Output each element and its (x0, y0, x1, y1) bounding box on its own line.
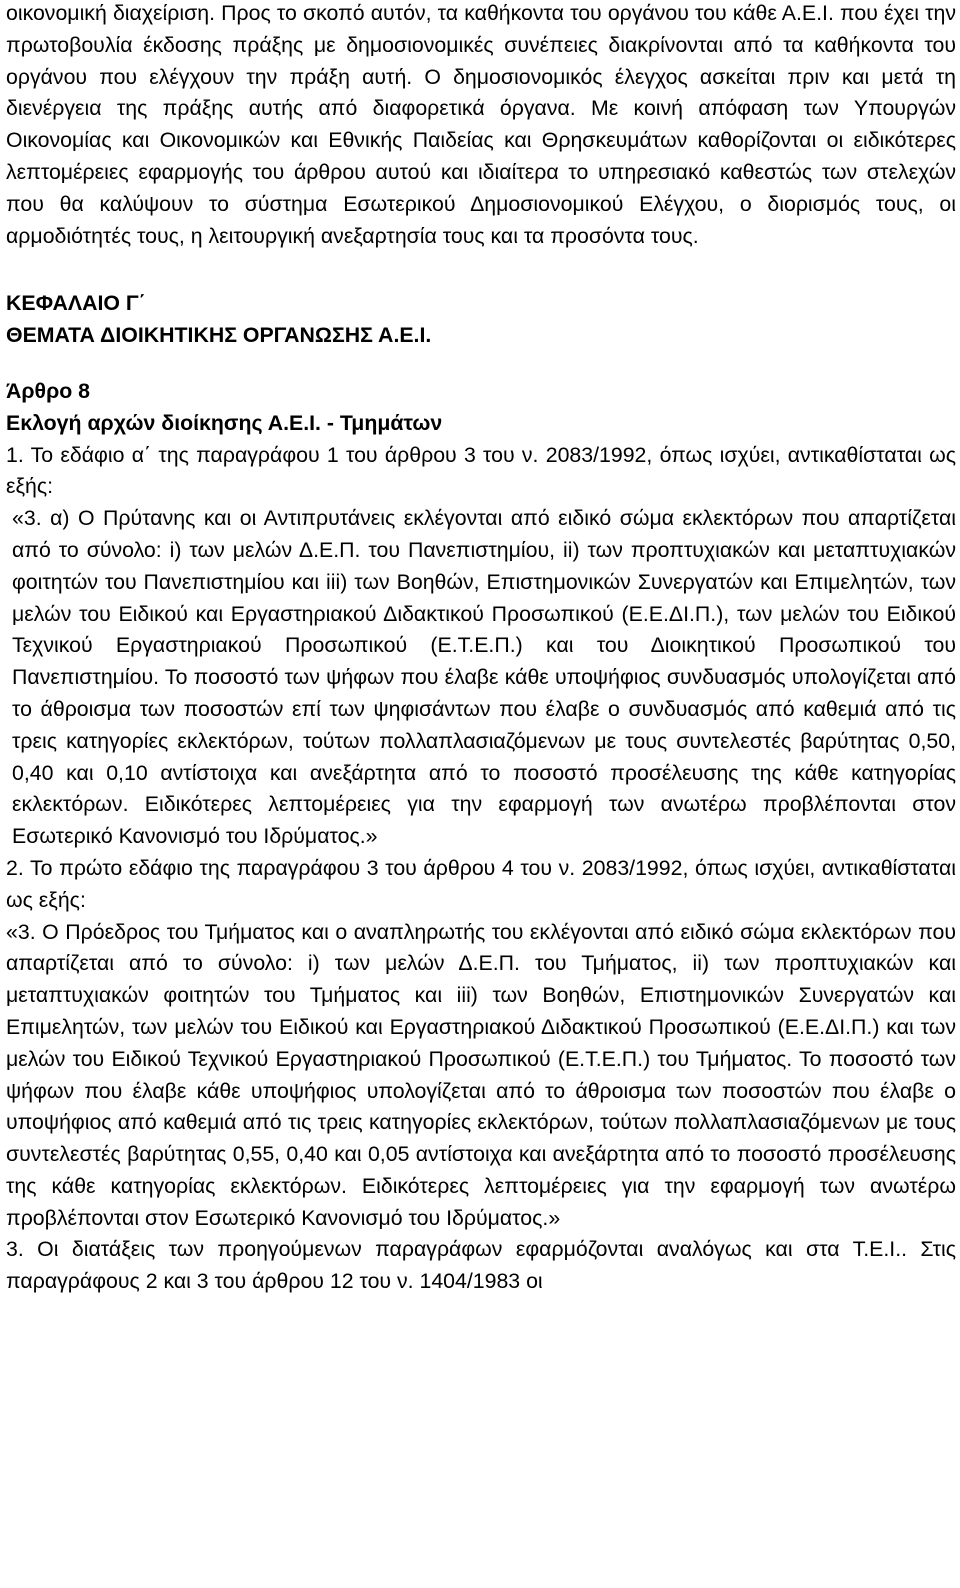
chapter-title: ΘΕΜΑΤΑ ΔΙΟΙΚΗΤΙΚΗΣ ΟΡΓΑΝΩΣΗΣ Α.Ε.Ι. (6, 323, 432, 348)
article-label: Άρθρο 8 (6, 378, 91, 403)
item-1-intro: 1. Το εδάφιο α΄ της παραγράφου 1 του άρθρου 3 του ν. 2083/1992, όπως ισχύει, αντικαθίσταται ως εξής: (6, 442, 956, 499)
intro-paragraph: οικονομική διαχείριση. Προς το σκοπό αυτόν, τα καθήκοντα του οργάνου του κάθε Α.Ε.Ι. που έχει την πρωτοβουλία έκδοσης πράξης με δημοσιονομικές συνέπειες διακρίνονται από τα καθήκοντα του οργάνου που ελέγχουν την πράξη αυτή. Ο δημοσιονομικός έλεγχος ασκείται πριν και μετά τη διενέργεια της πράξης αυτής από διαφορετικά όργανα. Με κοινή απόφαση των Υπουργών Οικονομίας και Οικονομικών και Εθνικής Παιδείας και Θρησκευμάτων καθορίζονται οι ειδικότερες λεπτομέρειες εφαρμογής του άρθρου αυτού και ιδιαίτερα το υπηρεσιακό καθεστώς των στελεχών που θα καλύψουν το σύστημα Εσωτερικού Δημοσιονομικού Ελέγχου, ο διορισμός τους, οι αρμοδιότητές τους, η λειτουργική ανεξαρτησία τους και τα προσόντα τους. (6, 1, 956, 248)
item-1-quote: «3. α) Ο Πρύτανης και οι Αντιπρυτάνεις εκλέγονται από ειδικό σώμα εκλεκτόρων που απαρτίζεται από το σύνολο: i) των μελών Δ.Ε.Π. του Πανεπιστημίου, ii) των προπτυχιακών και μεταπτυχιακών φοιτητών του Πανεπιστημίου και iii) των Βοηθών, Επιστημονικών Συνεργατών και Επιμελητών, των μελών του Ειδικού και Εργαστηριακού Διδακτικού Προσωπικού (Ε.Ε.ΔΙ.Π.), των μελών του Ειδικού Τεχνικού Εργαστηριακού Προσωπικού (Ε.Τ.Ε.Π.) και του Διοικητικού Προσωπικού του Πανεπιστημίου. Το ποσοστό των ψήφων που έλαβε κάθε υποψήφιος συνδυασμός υπολογίζεται από το άθροισμα των ποσοστών επί των ψηφισάντων που έλαβε ο συνδυασμός από καθεμιά από τις τρεις κατηγορίες εκλεκτόρων, τούτων πολλαπλασιαζόμενων με τους συντελεστές βαρύτητας 0,50, 0,40 και 0,10 αντίστοιχα και ανεξάρτητα από το ποσοστό προσέλευσης της κάθε κατηγορίας εκλεκτόρων. Ειδικότερες λεπτομέρειες για την εφαρμογή των ανωτέρω προβλέπονται στον Εσωτερικό Κανονισμό του Ιδρύματος.» (12, 506, 956, 849)
document-page (6, 0, 956, 1298)
item-3-intro: 3. Οι διατάξεις των προηγούμενων παραγράφων εφαρμόζονται αναλόγως και στα Τ.Ε.Ι.. Στις παραγράφους 2 και 3 του άρθρου 12 του ν. 1404/1983 οι (6, 1237, 956, 1294)
item-2-quote: «3. Ο Πρόεδρος του Τμήματος και ο αναπληρωτής του εκλέγονται από ειδικό σώμα εκλεκτόρων που απαρτίζεται από το σύνολο: i) των μελών Δ.Ε.Π. του Τμήματος, ii) των προπτυχιακών και μεταπτυχιακών φοιτητών του Τμήματος και iii) των Βοηθών, Επιστημονικών Συνεργατών και Επιμελητών, των μελών του Ειδικού και Εργαστηριακού Διδακτικού Προσωπικού (Ε.Ε.ΔΙ.Π.) και των μελών του Ειδικού Τεχνικού Εργαστηριακού Προσωπικού (Ε.Τ.Ε.Π.) του Τμήματος. Το ποσοστό των ψήφων που έλαβε κάθε υποψήφιος υπολογίζεται από το άθροισμα των ποσοστών που έλαβε ο υποψήφιος από καθεμιά από τις τρεις κατηγορίες εκλεκτόρων, τούτων πολλαπλασιαζόμενων με τους συντελεστές βαρύτητας 0,55, 0,40 και 0,05 αντίστοιχα και ανεξάρτητα από το ποσοστό προσέλευσης της κάθε κατηγορίας εκλεκτόρων. Ειδικότερες λεπτομέρειες για την εφαρμογή των ανωτέρω προβλέπονται στον Εσωτερικό Κανονισμό του Ιδρύματος.» (6, 919, 956, 1230)
spacer (6, 352, 956, 376)
chapter-label: ΚΕΦΑΛΑΙΟ Γ΄ (6, 291, 146, 316)
article-title: Εκλογή αρχών διοίκησης Α.Ε.Ι. - Τμημάτων (6, 410, 443, 435)
item-2-intro: 2. Το πρώτο εδάφιο της παραγράφου 3 του άρθρου 4 του ν. 2083/1992, όπως ισχύει, αντικαθίσταται ως εξής: (6, 855, 956, 912)
spacer (6, 252, 956, 288)
